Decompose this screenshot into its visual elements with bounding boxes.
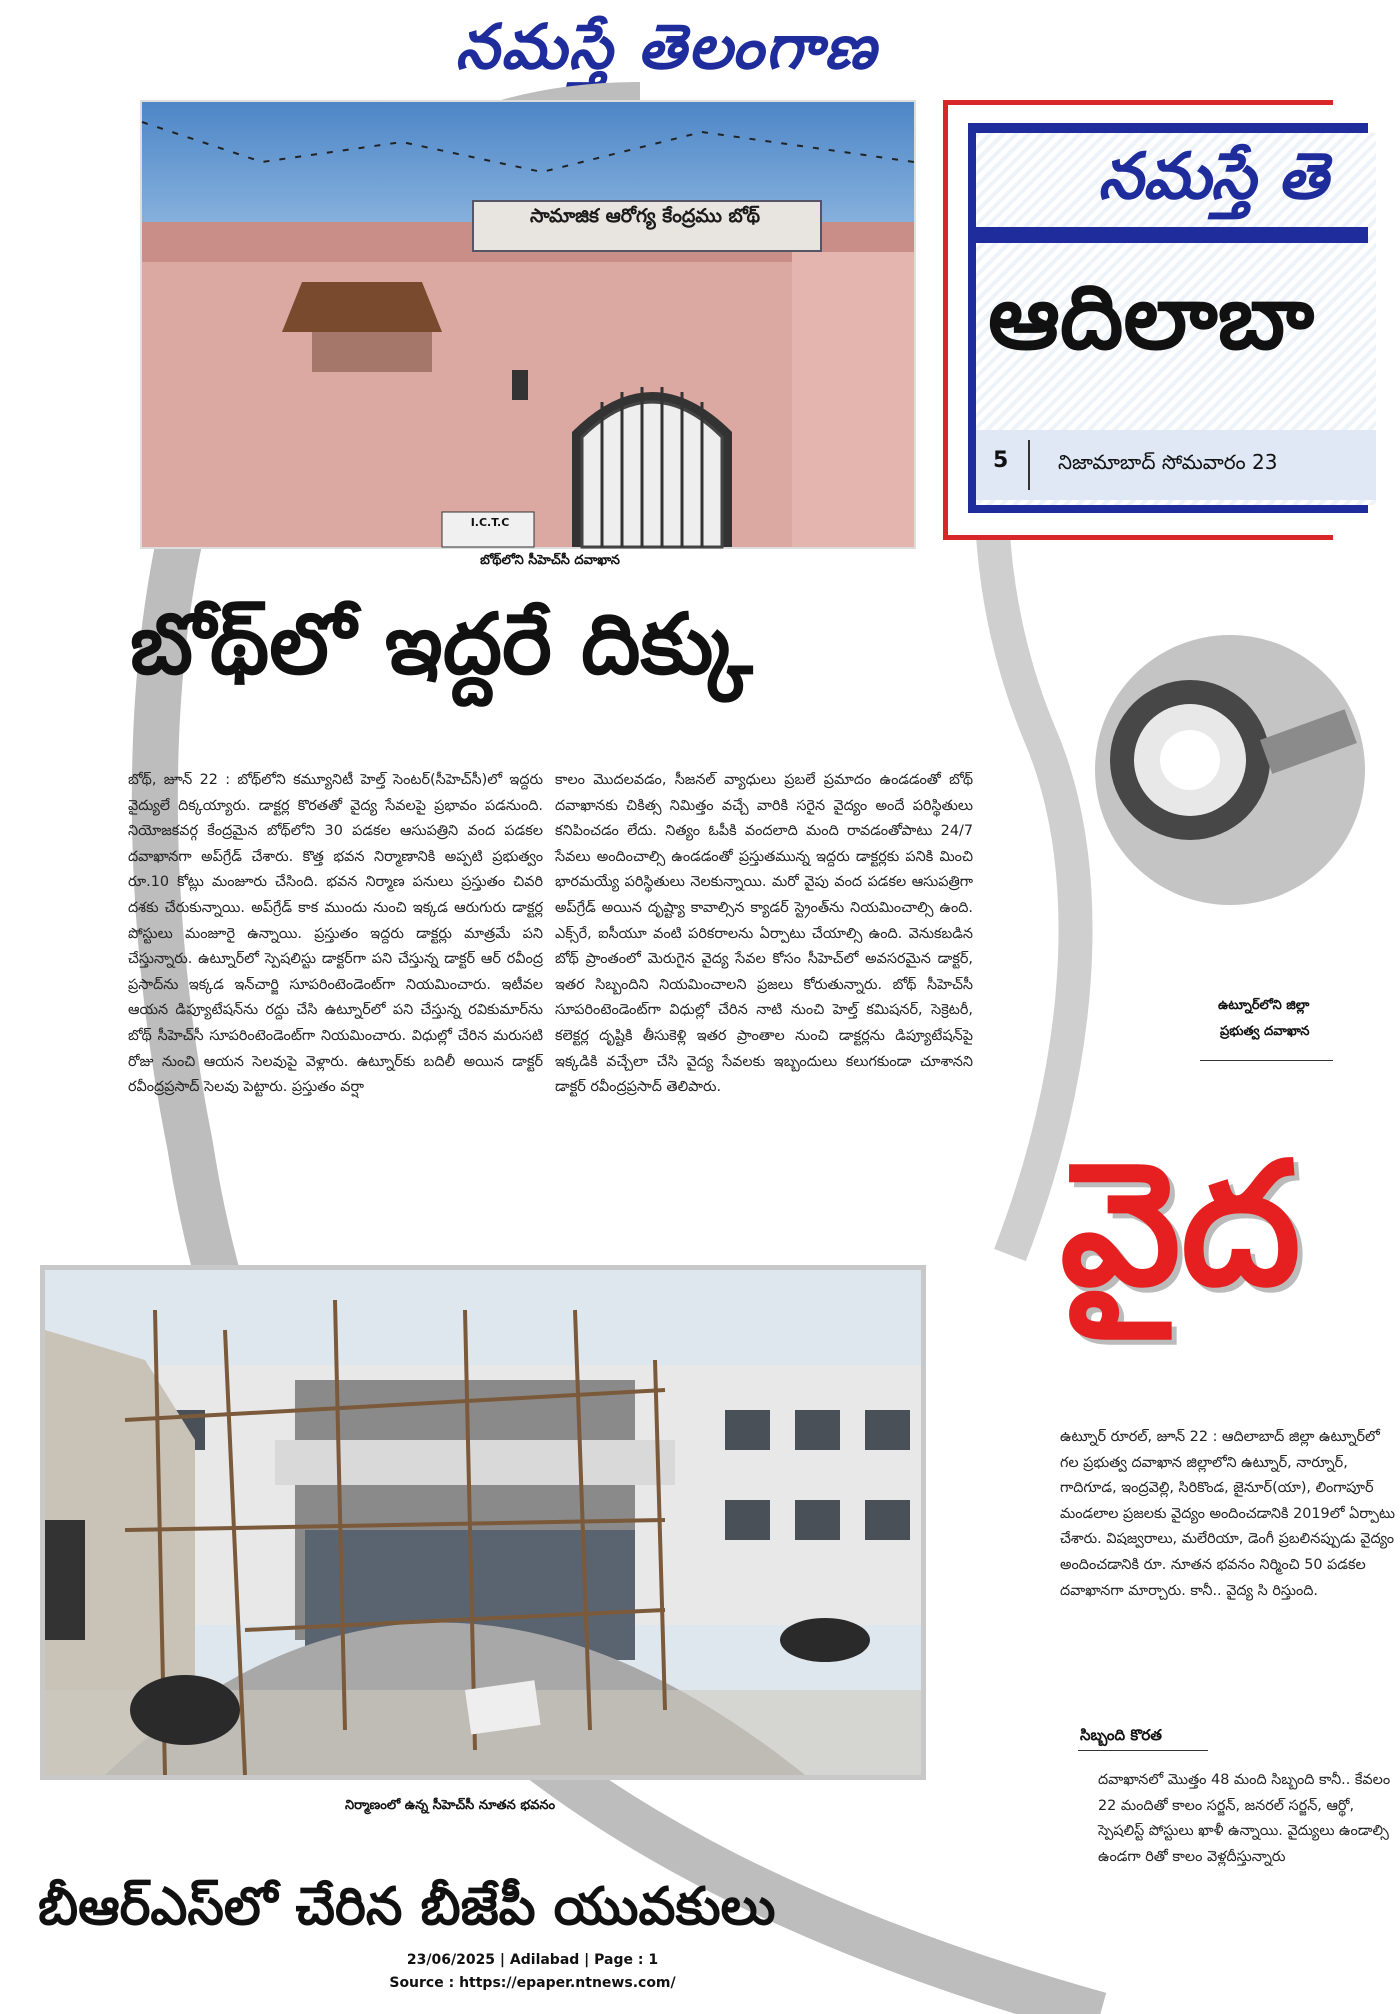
top-photo-sign-text: సామాజిక ఆరోగ్య కేంద్రము బోథ్ <box>529 205 761 227</box>
right-column-body <box>1060 1425 1396 1715</box>
red-headline-clip <box>1060 1126 1333 1390</box>
right-article-text: ఉట్నూర్ రూరల్, జూన్ 22 : ఆదిలాబాద్ జిల్లా ఉట్నూర్‌లో గల ప్రభుత్వ దవాఖాన జిల్లాలోని ఉట్నూర్, నార్నూర్, గాదిగూడ, ఇంద్రవెల్లి, సిరికొండ, జైనూర్(యా), లింగాపూర్ మండలాల ప్రజలకు వైద్యం అందించడానికి 2019లో ఏర్పాటు చేశారు. విషజ్వరాలు, మలేరియా, డెంగీ ప్రబలినప్పుడు వైద్యం అందించడానికి రూ. నూతన భవనం నిర్మించి 50 పడకల దవాఖానగా మార్చారు. కానీ.. వైద్య సి రిస్తుంది. <box>1060 1429 1396 1599</box>
article-column-2 <box>555 768 973 1253</box>
top-photo-plate-text: I.C.T.C <box>470 516 510 529</box>
inset-dateline: నిజామాబాద్ సోమవారం 23 <box>1058 450 1278 474</box>
inset-divider <box>1028 440 1030 490</box>
inset-clip <box>943 100 1333 540</box>
article-paragraph: బోథ్, జూన్ 22 : బోథ్‌లోని కమ్యూనిటీ హెల్త్ సెంటర్(సీహెచ్‌సీ)లో ఇద్దరు వైద్యులే దిక్కయ్యారు. డాక్టర్ల కొరతతో వైద్య సేవలపై ప్రభావం పడనుంది. నియోజకవర్గ కేంద్రమైన బోథ్‌లోని 30 పడకల ఆసుపత్రిని వంద పడకల దవాఖానగా అప్‌గ్రేడ్ చేశారు. కొత్త భవన నిర్మాణానికి అప్పటి ప్రభుత్వం రూ.10 కోట్లు మంజూరు చేసింది. భవన నిర్మాణ పనులు ప్రస్తుతం చివరి దశకు చేరుకున్నాయి. అప్‌గ్రేడ్ కాక ముందు నుంచి ఇక్కడ ఆరుగురు డాక్టర్ల పోస్టులు మంజూరై ఉన్నాయి. ప్రస్తుతం ఇద్దరు డాక్టర్లు మాత్రమే పని చేస్తున్నారు. ఉట్నూర్‌లో స్పెషలిస్టు డాక్టర్‌గా పని చేస్తున్న డాక్టర్ ఆర్ రవీంద్ర ప్రసాద్‌ను ఇక్కడ ఇన్‌చార్జి సూపరింటెండెంట్‌గా నియమించారు. ఇటీవల ఆయన డిప్యూటేషన్‌ను రద్దు చేసి ఉట్నూర్‌లో పని చేస్తున్న రవికుమార్‌ను బోథ్ సీహెచ్‌సీ సూపరింటెండెంట్‌గా నియమించారు. విధుల్లో చేరిన మరుసటి రోజు నుంచి ఆయన సెలవుపై వెళ్లారు. ఉట్నూర్‌కు బదిలీ అయిన డాక్టర్ రవీంద్రప్రసాద్ సెలవు పెట్టారు. ప్రస్తుతం వర్షా <box>128 772 543 1096</box>
magnifier-graphic <box>1040 630 1333 930</box>
right-article-text-2: దవాఖానలో మొత్తం 48 మంది సిబ్బంది కానీ.. కేవలం 22 మందితో కాలం సర్జన్, జనరల్ సర్జన్, ఆర్థో, స్పెషలిస్ట్ పోస్టులు ఖాళీ ఉన్నాయి. వైద్యులు ఉండాల్సి ఉండగా రితో కాలం వెళ్లదీస్తున్నారు <box>1098 1772 1391 1865</box>
bottom-headline: బీఆర్‌ఎస్‌లో చేరిన బీజేపీ యువకులు <box>38 1877 776 1937</box>
article-column-1 <box>128 768 543 1253</box>
bottom-photo-caption: నిర్మాణంలో ఉన్న సీహెచ్‌సీ నూతన భవనం <box>344 1798 556 1813</box>
right-subhead-rule <box>1078 1750 1208 1751</box>
right-column-body-2 <box>1098 1768 1391 1938</box>
top-photo-caption: బోథ్‌లోని సీహెచ్‌సీ దవాఖాన <box>480 553 620 568</box>
inset-page-number: 5 <box>993 448 1009 473</box>
bottom-photo <box>40 1265 926 1780</box>
top-photo <box>140 100 916 549</box>
construction-site-illustration <box>45 1270 921 1775</box>
right-photo-caption-1: ఉట్నూర్‌లోని జిల్లా <box>1218 998 1310 1013</box>
red-headline: వైద <box>1060 1126 1301 1324</box>
article-paragraph: కాలం మొదలవడం, సీజనల్ వ్యాధులు ప్రబలే ప్రమాదం ఉండడంతో బోథ్ దవాఖానకు చికిత్స నిమిత్తం వచ్చే వారికి సరైన వైద్యం అందే పరిస్థితులు కనిపించడం లేదు. నిత్యం ఓపీకి వందలాది మంది రావడంతోపాటు 24/7 సేవలు అందించాల్సి ఉండడంతో ప్రస్తుతమున్న ఇద్దరు డాక్టర్లకు పనికి మించి భారమయ్యే పరిస్థితులు నెలకున్నాయి. మరో వైపు వంద పడకల ఆసుపత్రిగా అప్‌గ్రేడ్ అయిన దృష్ట్యా కావాల్సిన క్యాడర్ స్ట్రెంత్‌ను నియమించాల్సి ఉంది. ఎక్స్‌రే, ఐసీయూ వంటి పరికరాలను ఏర్పాటు చేయాల్సి ఉంది. వెనుకబడిన బోథ్ ప్రాంతంలో మెరుగైన వైద్య సేవల కోసం సీహెచ్‌లో అవసరమైన డాక్టర్, ఇతర సిబ్బందిని నియమించాలని ప్రజలు కోరుతున్నారు. బోథ్ సీహెచ్‌సీ సూపరింటెండెంట్‌గా విధుల్లో చేరిన నాటి నుంచి హెల్త్ కమిషనర్, సెక్రెటరీ, కలెక్టర్ల దృష్టికి తీసుకెళ్లి ఇతర ప్రాంతాల నుంచి డాక్టర్లను డిప్యూటేషన్‌పై ఇక్కడికి వచ్చేలా చేసి వైద్య సేవలకు ఇబ్బందులు కలుగకుండా చూశానని డాక్టర్ రవీంద్రప్రసాద్ తెలిపారు. <box>555 772 973 1096</box>
inset-title: నమస్తే తె <box>1098 140 1328 214</box>
masthead-title: నమస్తే తెలంగాణ <box>455 10 878 83</box>
inset-edition: ఆదిలాబా <box>988 265 1315 370</box>
inset-blue-strip <box>968 227 1368 243</box>
right-photo-caption-2: ప్రభుత్వ దవాఖాన <box>1220 1024 1310 1039</box>
hospital-building-illustration <box>142 102 914 547</box>
main-headline: బోథ్‌లో ఇద్దరే దిక్కు <box>130 595 753 693</box>
right-subhead: సిబ్బంది కొరత <box>1080 1726 1162 1744</box>
footer-date-edition: 23/06/2025 | Adilabad | Page : 1 <box>406 1952 659 1968</box>
footer-source: Source : https://epaper.ntnews.com/ <box>389 1975 676 1991</box>
right-caption-rule <box>1200 1060 1333 1061</box>
